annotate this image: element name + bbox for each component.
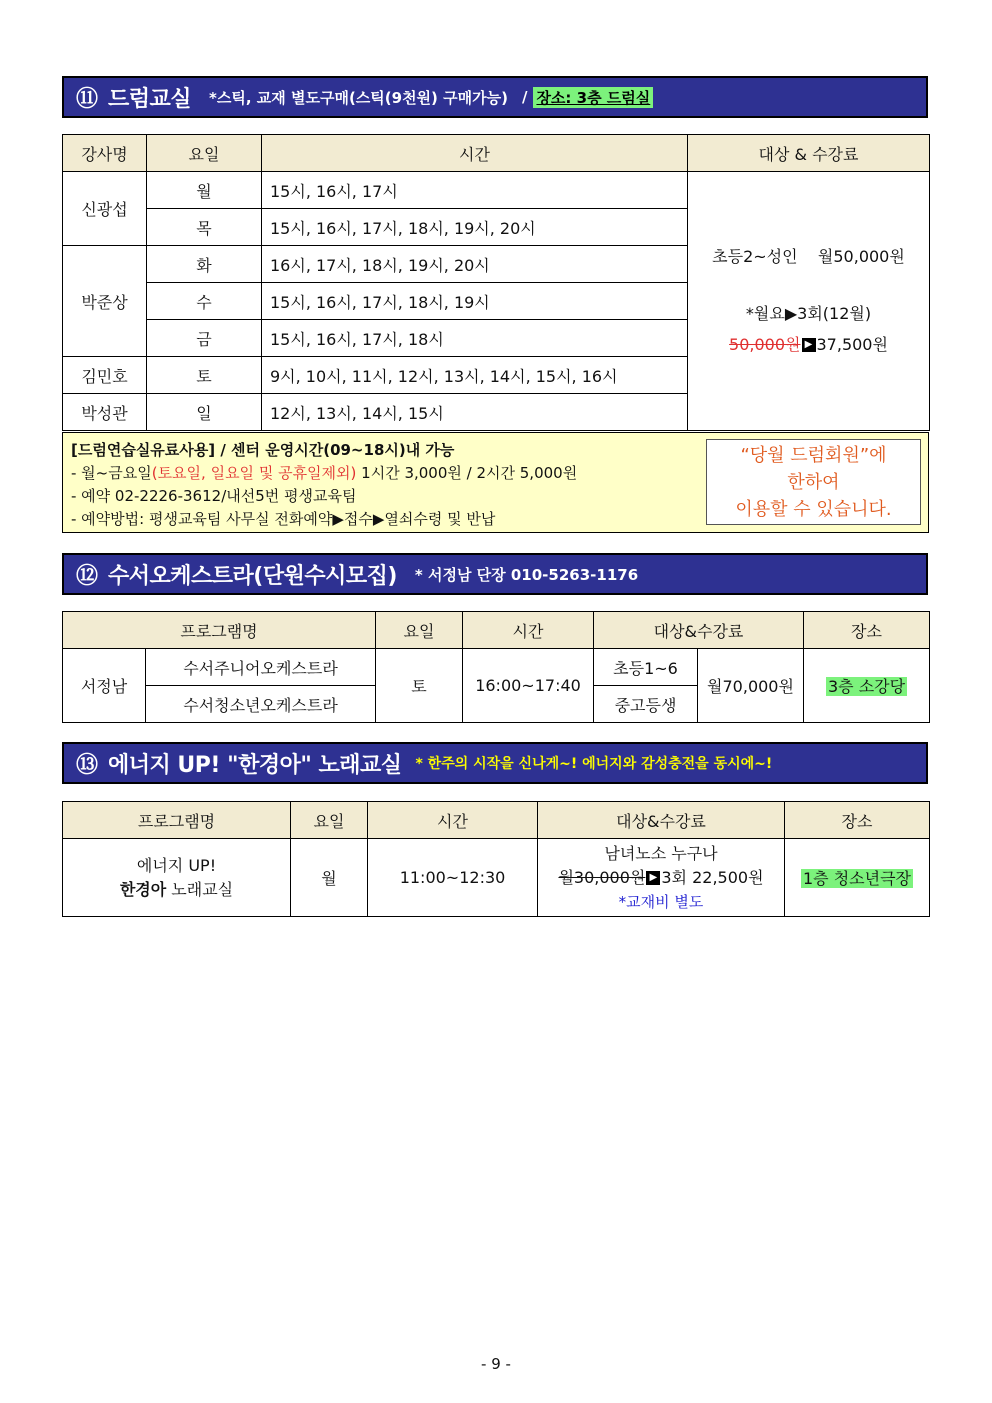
day-cell: 토	[376, 649, 463, 723]
page-number: - 9 -	[481, 1355, 511, 1373]
header-teacher: 강사명	[63, 135, 147, 172]
teacher-name: 박준상	[63, 246, 147, 357]
header-time: 시간	[368, 802, 538, 839]
fee-cell	[688, 172, 930, 431]
time-cell: 15시, 16시, 17시, 18시	[262, 320, 688, 357]
fee-cell: 월70,000원	[698, 649, 804, 723]
notice-line: - 예약방법: 평생교육팀 사무실 전화예약▶접수▶열쇠수령 및 반납	[71, 510, 496, 528]
separator: /	[521, 88, 528, 106]
member-only-box	[706, 439, 921, 525]
box-line: 이용할 수 있습니다.	[735, 499, 892, 520]
header-day: 요일	[291, 802, 368, 839]
day-cell: 금	[147, 320, 262, 357]
section-title: 수서오케스트라(단원수시모집)	[108, 563, 397, 589]
day-cell: 월	[147, 172, 262, 209]
fee-new-price: 3회 22,500원	[661, 867, 764, 887]
time-cell: 15시, 16시, 17시	[262, 172, 688, 209]
fee-target: 초등2~성인	[712, 246, 798, 266]
notice-text: 1시간 3,000원 / 2시간 5,000원	[356, 464, 578, 482]
day-cell: 토	[147, 357, 262, 394]
time-cell: 12시, 13시, 14시, 15시	[262, 394, 688, 431]
table-header-row	[63, 612, 930, 649]
header-program: 프로그램명	[63, 802, 291, 839]
header-fee: 대상&수강료	[538, 802, 785, 839]
drum-section-header	[62, 76, 928, 118]
program-name: 수서청소년오케스트라	[146, 686, 376, 723]
place-highlight: 3층 소강당	[827, 677, 906, 696]
time-cell: 16시, 17시, 18시, 19시, 20시	[262, 246, 688, 283]
header-time: 시간	[463, 612, 594, 649]
teacher-name: 한경아	[119, 879, 167, 899]
header-place: 장소	[804, 612, 930, 649]
day-cell: 목	[147, 209, 262, 246]
day-cell: 수	[147, 283, 262, 320]
time-cell: 9시, 10시, 11시, 12시, 13시, 14시, 15시, 16시	[262, 357, 688, 394]
notice-line: - 예약 02-2226-3612/내선5번 평생교육팀	[71, 487, 357, 505]
place-highlight: 1층 청소년극장	[802, 869, 911, 888]
box-line: 한하여	[787, 472, 840, 493]
box-line: “당월 드럼회원”에	[740, 445, 887, 466]
fee-old-price: 50,000원	[729, 334, 801, 354]
fee-new-price: 37,500원	[816, 334, 888, 354]
day-cell: 월	[291, 839, 368, 917]
section-number: ⑫	[76, 563, 99, 589]
section-number: ⑬	[76, 752, 99, 778]
arrow-icon: ▶	[646, 871, 660, 885]
notice-line: [드럼연습실유료사용] / 센터 운영시간(09~18시)내 가능	[71, 441, 455, 459]
teacher-name: 신광섭	[63, 172, 147, 246]
notice-text: - 월~금요일	[71, 464, 152, 482]
header-fee: 대상 & 수강료	[688, 135, 930, 172]
header-program: 프로그램명	[63, 612, 376, 649]
fee-old-price: 월30,000원	[558, 867, 646, 887]
orchestra-table	[62, 611, 930, 723]
section-place: 장소: 3층 드럼실	[533, 87, 653, 108]
target-cell: 초등1~6	[594, 649, 698, 686]
fee-cell	[538, 839, 785, 917]
section-note: *스틱, 교재 별도구매(스틱(9천원) 구매가능)	[209, 88, 508, 107]
time-cell: 15시, 16시, 17시, 18시, 19시, 20시	[262, 209, 688, 246]
table-row	[63, 839, 930, 917]
target-cell: 중고등생	[594, 686, 698, 723]
header-place: 장소	[785, 802, 930, 839]
header-day: 요일	[376, 612, 463, 649]
arrow-icon: ▶	[802, 338, 816, 352]
teacher-name: 박성관	[63, 394, 147, 431]
table-row	[63, 172, 930, 209]
day-cell: 일	[147, 394, 262, 431]
section-note: * 서정남 단장 010-5263-1176	[414, 565, 639, 584]
day-cell: 화	[147, 246, 262, 283]
teacher-name: 서정남	[63, 649, 146, 723]
program-line: 에너지 UP!	[136, 855, 217, 875]
drum-schedule-table	[62, 134, 930, 431]
program-name	[63, 839, 291, 917]
orchestra-section-header	[62, 553, 928, 595]
fee-monthly: *월요▶3회(12월)	[745, 303, 872, 323]
table-row	[63, 649, 930, 686]
section-title: 에너지 UP! "한경아" 노래교실	[108, 752, 402, 778]
section-title: 드럼교실	[108, 86, 192, 112]
teacher-name: 김민호	[63, 357, 147, 394]
section-number: ⑪	[76, 86, 99, 112]
notice-exception: (토요일, 일요일 및 공휴일제외)	[151, 464, 357, 482]
fee-note: *교재비 별도	[618, 892, 704, 911]
header-fee: 대상&수강료	[594, 612, 804, 649]
header-day: 요일	[147, 135, 262, 172]
table-header-row	[63, 135, 930, 172]
time-cell: 11:00~12:30	[368, 839, 538, 917]
table-header-row	[63, 802, 930, 839]
target-text: 남녀노소 누구나	[604, 843, 718, 863]
time-cell: 15시, 16시, 17시, 18시, 19시	[262, 283, 688, 320]
section-note: * 한주의 시작을 신나게~! 에너지와 감성충전을 동시에~!	[415, 756, 773, 772]
program-name: 수서주니어오케스트라	[146, 649, 376, 686]
practice-room-notice	[62, 432, 929, 533]
time-cell: 16:00~17:40	[463, 649, 594, 723]
song-table	[62, 801, 930, 917]
program-suffix: 노래교실	[166, 879, 234, 899]
place-cell	[785, 839, 930, 917]
program-line	[63, 878, 290, 902]
fee-amount: 월50,000원	[817, 246, 905, 266]
song-section-header	[62, 742, 928, 784]
header-time: 시간	[262, 135, 688, 172]
notice-line	[71, 462, 577, 485]
place-cell	[804, 649, 930, 723]
